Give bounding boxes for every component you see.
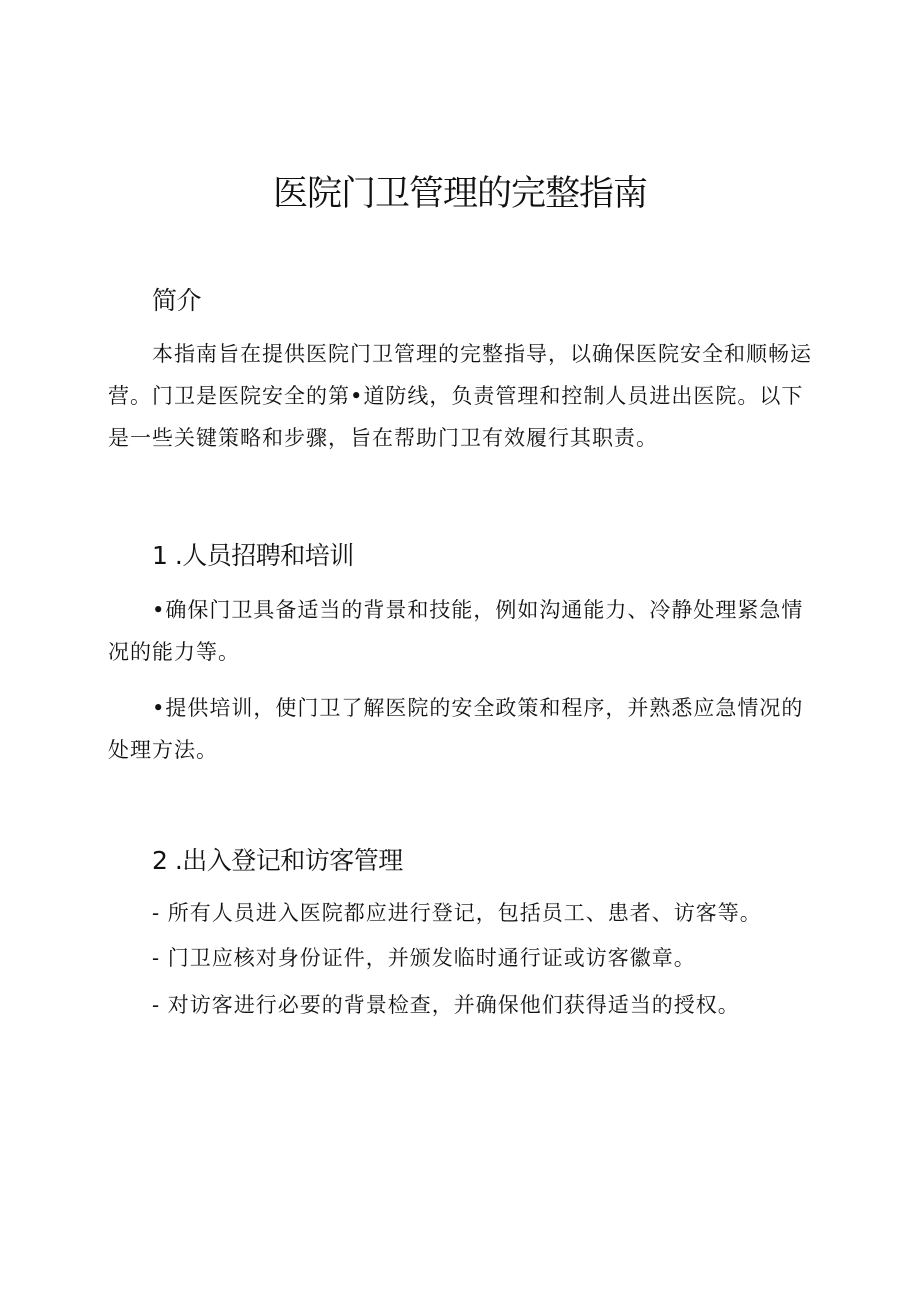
section-2-item-2: - 门卫应核对身份证件，并颁发临时通行证或访客徽章。 bbox=[152, 946, 696, 970]
section-2-heading: 2 .出入登记和访客管理 bbox=[152, 846, 403, 875]
document-title: 医院门卫管理的完整指南 bbox=[272, 174, 647, 214]
section-1-item-1: •确保门卫具备适当的背景和技能，例如沟通能力、冷静处理紧急情况的能力等。 bbox=[108, 598, 804, 664]
section-1-item-2: •提供培训，使门卫了解医院的安全政策和程序，并熟悉应急情况的处理方法。 bbox=[108, 696, 804, 762]
section-2-item-3: - 对访客进行必要的背景检查，并确保他们获得适当的授权。 bbox=[152, 993, 740, 1017]
intro-heading: 简介 bbox=[152, 286, 202, 315]
section-2-item-1: - 所有人员进入医院都应进行登记，包括员工、患者、访客等。 bbox=[152, 901, 762, 925]
intro-paragraph: 本指南旨在提供医院门卫管理的完整指导，以确保医院安全和顺畅运营。门卫是医院安全的第•道防线，负责管理和控制人员进出医院。以下是一些关键策略和步骤，旨在帮助门卫有效履行其职责。 bbox=[108, 342, 812, 450]
section-1-heading: 1 .人员招聘和培训 bbox=[152, 541, 354, 570]
